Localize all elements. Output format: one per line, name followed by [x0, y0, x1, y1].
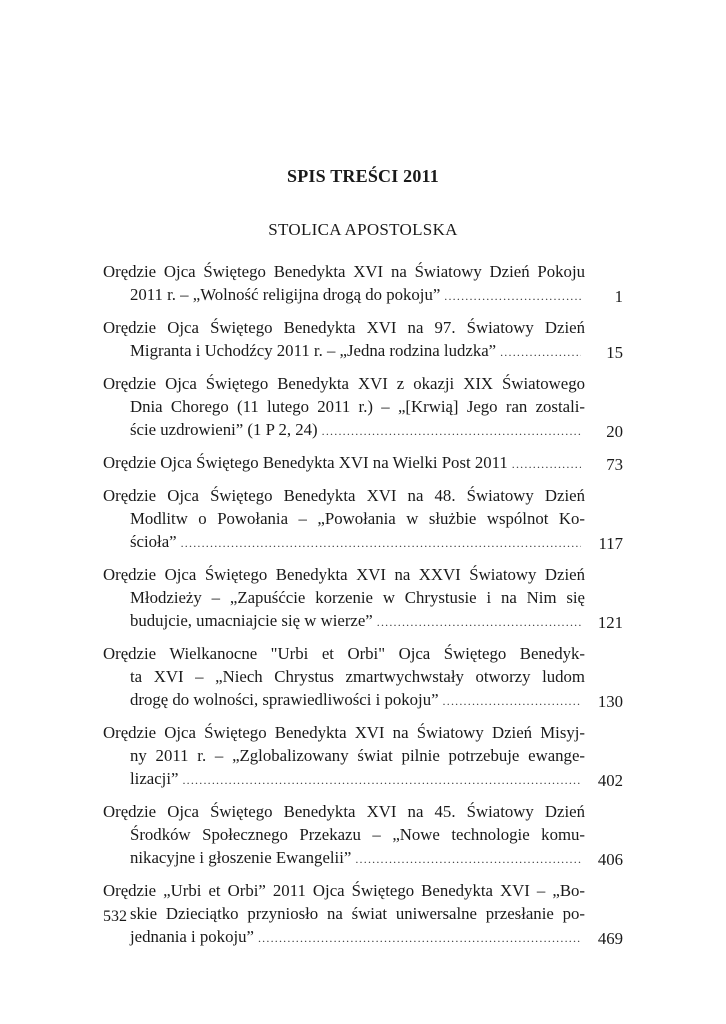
toc-entry-text-line: ście uzdrowieni” (1 P 2, 24): [130, 420, 318, 439]
toc-entry-text-line: Orędzie Ojca Świętego Benedykta XVI na Światowy Dzień Misyj-: [103, 723, 585, 742]
section-heading: STOLICA APOSTOLSKA: [268, 220, 458, 239]
toc-entry: [103, 563, 623, 634]
toc-entry-text-line: Migranta i Uchodźcy 2011 r. – „Jedna rodzina ludzka”: [130, 341, 497, 360]
dot-leader: [377, 611, 581, 634]
toc-entry-page-number: 20: [606, 422, 623, 441]
toc-entry-text-line: drogę do wolności, sprawiedliwości i pokoju”: [130, 690, 439, 709]
toc-entry-page-number: 130: [597, 692, 623, 711]
toc-entry-last-line: [103, 339, 585, 364]
toc-entry-page-number: 402: [597, 771, 623, 790]
toc-entry-last-line: [103, 846, 585, 871]
dot-leader: [322, 420, 581, 443]
toc-entry-text-line: Orędzie Ojca Świętego Benedykta XVI na 48. Światowy Dzień: [103, 486, 585, 505]
toc-entry-text-line: Orędzie Ojca Świętego Benedykta XVI na 97. Światowy Dzień: [103, 318, 585, 337]
toc-entry-text-line: Orędzie Ojca Świętego Benedykta XVI z okazji XIX Światowego: [103, 374, 585, 393]
toc-entry: [103, 721, 623, 792]
toc-entry-page-number: 406: [597, 850, 623, 869]
toc-entry-text-line: Orędzie Wielkanocne "Urbi et Orbi" Ojca Świętego Benedyk-: [103, 644, 585, 663]
dot-leader: [181, 532, 581, 555]
toc-entry-last-line: [103, 688, 585, 713]
toc-entry: [103, 879, 623, 950]
toc-entry-text-line: jednania i pokoju”: [130, 927, 254, 946]
dot-leader: [500, 341, 581, 364]
toc-entry-last-line: [103, 925, 585, 950]
dot-leader: [258, 927, 581, 950]
toc-entry-last-line: [103, 767, 585, 792]
toc-entry-text-line: budujcie, umacniajcie się w wierze”: [130, 611, 373, 630]
toc-entry-page-number: 73: [606, 455, 623, 474]
toc-entry-text-line: Dnia Chorego (11 lutego 2011 r.) – „[Krwią] Jego ran zostali-: [130, 397, 585, 416]
toc-entry-text-line: Młodzieży – „Zapuśćcie korzenie w Chrystusie i na Nim się: [130, 588, 585, 607]
toc-entry-text-line: 2011 r. – „Wolność religijna drogą do pokoju”: [130, 285, 441, 304]
dot-leader: [443, 690, 581, 713]
toc-entry-text-line: Orędzie Ojca Świętego Benedykta XVI na Wielki Post 2011: [103, 453, 508, 472]
toc-entry-page-number: 1: [614, 287, 623, 306]
toc-entry-text-line: ta XVI – „Niech Chrystus zmartwychwstały otworzy ludom: [130, 667, 585, 686]
toc-entry-last-line: [103, 609, 585, 634]
toc-entry: [103, 484, 623, 555]
toc-entry-last-line: [103, 418, 585, 443]
dot-leader: [182, 769, 581, 792]
toc-entry-text-line: Orędzie Ojca Świętego Benedykta XVI na 45. Światowy Dzień: [103, 802, 585, 821]
toc-entry-text-line: ny 2011 r. – „Zglobalizowany świat pilnie potrzebuje ewange-: [130, 746, 585, 765]
toc-entry-text-line: Środków Społecznego Przekazu – „Nowe technologie komu-: [130, 825, 585, 844]
toc-entry: [103, 260, 623, 308]
toc-entry: [103, 800, 623, 871]
toc-entry-page-number: 121: [597, 613, 623, 632]
toc-entry-page-number: 469: [597, 929, 623, 948]
toc-entry-last-line: [103, 451, 585, 476]
toc-entry: [103, 372, 623, 443]
toc-entry-text-line: ścioła”: [130, 532, 177, 551]
toc-entry-page-number: 117: [598, 534, 623, 553]
page-number: 532: [103, 908, 127, 925]
dot-leader: [444, 285, 581, 308]
toc-entry-text-line: Orędzie Ojca Świętego Benedykta XVI na Światowy Dzień Pokoju: [103, 262, 585, 281]
toc-entry-text-line: nikacyjne i głoszenie Ewangelii”: [130, 848, 352, 867]
toc-entry: [103, 316, 623, 364]
toc-entry-last-line: [103, 530, 585, 555]
page-title: SPIS TREŚCI 2011: [287, 166, 439, 186]
toc-entry-text-line: skie Dzieciątko przyniosło na świat uniwersalne przesłanie po-: [130, 904, 585, 923]
toc-entry-text-line: Modlitw o Powołania – „Powołania w służbie wspólnot Ko-: [130, 509, 585, 528]
toc-entry: [103, 642, 623, 713]
toc-entry-page-number: 15: [606, 343, 623, 362]
toc-entry-text-line: lizacji”: [130, 769, 179, 788]
toc-entry-text-line: Orędzie „Urbi et Orbi” 2011 Ojca Świętego Benedykta XVI – „Bo-: [103, 881, 585, 900]
toc-entry-text-line: Orędzie Ojca Świętego Benedykta XVI na XXVI Światowy Dzień: [103, 565, 585, 584]
table-of-contents: [103, 260, 623, 958]
toc-entry: [103, 451, 623, 476]
dot-leader: [355, 848, 581, 871]
dot-leader: [512, 453, 581, 476]
toc-entry-last-line: [103, 283, 585, 308]
